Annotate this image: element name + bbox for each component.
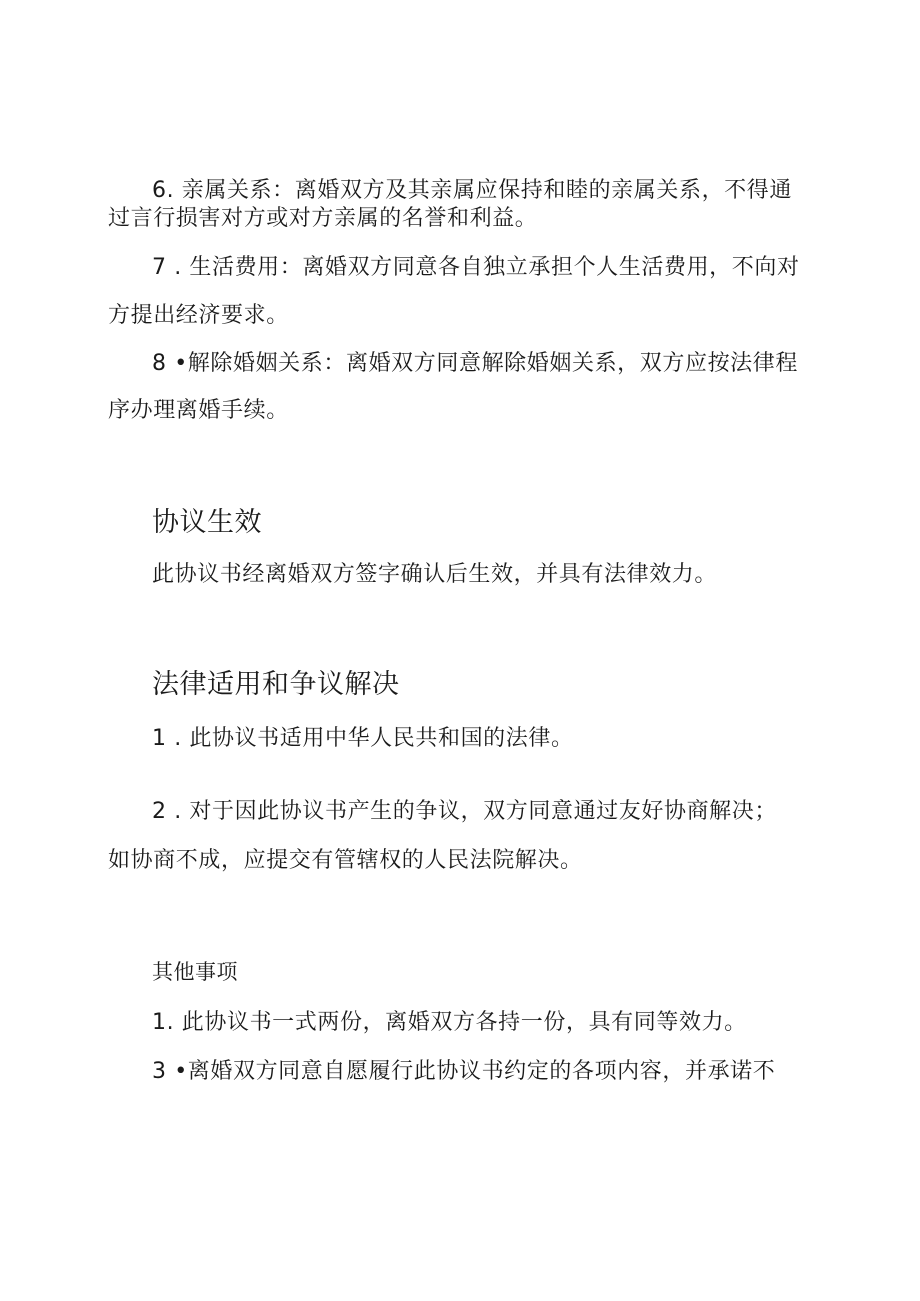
law-item-2-line-1: 2 . 对于因此协议书产生的争议，双方同意通过友好协商解决； (152, 799, 777, 824)
clause-8-line-2: 序办理离婚手续。 (108, 398, 289, 423)
other-item-1: 1. 此协议书一式两份，离婚双方各持一份，具有同等效力。 (152, 1010, 747, 1035)
effectiveness-heading: 协议生效 (152, 507, 262, 538)
clause-7-line-2: 方提出经济要求。 (108, 303, 289, 328)
clause-6-line-1: 6. 亲属关系：离婚双方及其亲属应保持和睦的亲属关系，不得通 (152, 178, 792, 203)
law-item-2-line-2: 如协商不成，应提交有管辖权的人民法院解决。 (108, 848, 583, 873)
other-matters-heading: 其他事项 (152, 960, 238, 984)
clause-8-line-1: 8 •解除婚姻关系：离婚双方同意解除婚姻关系，双方应按法律程 (152, 351, 798, 376)
other-item-3-line-1: 3 •离婚双方同意自愿履行此协议书约定的各项内容，并承诺不 (152, 1059, 776, 1084)
clause-7-line-1: 7 . 生活费用：离婚双方同意各自独立承担个人生活费用，不向对 (152, 255, 800, 280)
effectiveness-text: 此协议书经离婚双方签字确认后生效，并具有法律效力。 (152, 562, 718, 587)
law-disputes-heading: 法律适用和争议解决 (152, 669, 400, 700)
law-item-1: 1 . 此协议书适用中华人民共和国的法律。 (152, 726, 574, 751)
clause-6-line-2: 过言行损害对方或对方亲属的名誉和利益。 (108, 206, 538, 231)
